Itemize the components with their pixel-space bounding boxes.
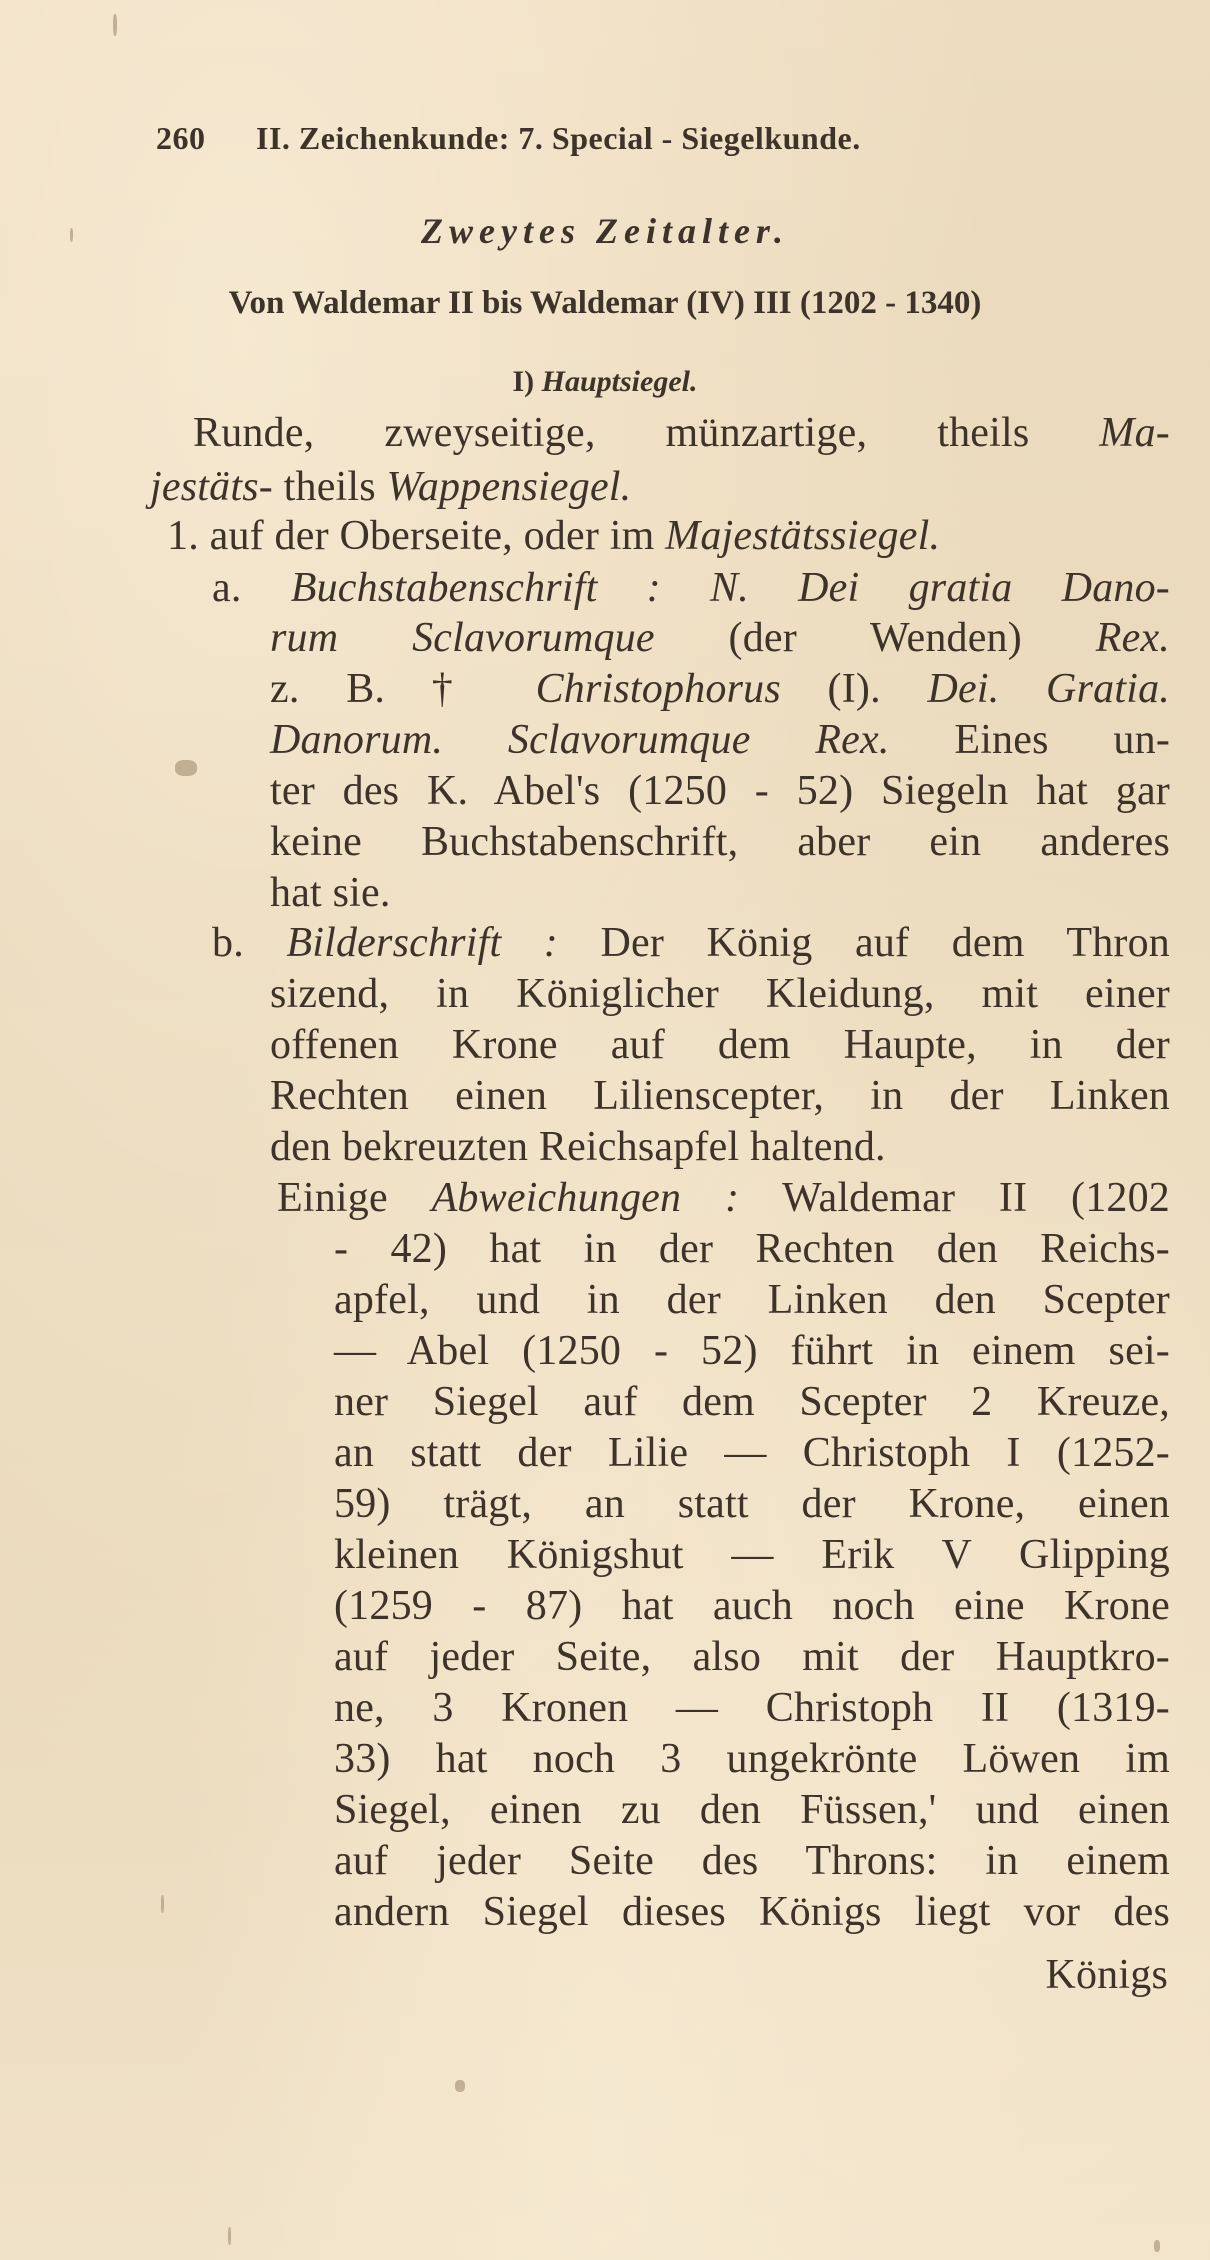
paper-speck xyxy=(175,760,197,776)
text-segment: ner Siegel auf dem Scepter 2 Kreuze, xyxy=(334,1379,1170,1425)
running-header xyxy=(156,120,861,157)
text-line xyxy=(270,1024,1170,1066)
subsection-number: I) xyxy=(512,365,535,398)
text-segment: andern Siegel dieses Königs liegt vor des xyxy=(334,1889,1170,1935)
text-line xyxy=(334,1636,1170,1678)
italic-segment: Abweichungen : xyxy=(431,1175,740,1221)
text-segment: — Abel (1250 - 52) führt in einem sei- xyxy=(334,1328,1170,1374)
text-line xyxy=(212,567,1170,609)
text-line xyxy=(334,1228,1170,1270)
catchword: Königs xyxy=(1045,1952,1168,1998)
text-line xyxy=(334,1585,1170,1627)
subsection-heading xyxy=(0,365,1210,399)
paper-speck xyxy=(228,2227,231,2245)
text-line xyxy=(270,973,1170,1015)
text-segment: apfel, und in der Linken den Scepter xyxy=(334,1277,1170,1323)
italic-segment: Dei. Gratia. xyxy=(927,666,1170,712)
text-segment: Rechten einen Lilienscepter, in der Linken xyxy=(270,1073,1170,1119)
text-segment: ne, 3 Kronen — Christoph II (1319- xyxy=(334,1685,1170,1731)
text-line xyxy=(334,1279,1170,1321)
italic-segment: Ma- xyxy=(1099,410,1170,456)
text-segment: an statt der Lilie — Christoph I (1252- xyxy=(334,1430,1170,1476)
text-line xyxy=(334,1381,1170,1423)
italic-segment: Buchstabenschrift : N. Dei gratia Dano- xyxy=(290,565,1170,611)
text-segment: z. B. † xyxy=(270,666,536,712)
text-segment: Einige xyxy=(277,1175,432,1221)
text-segment: - theils xyxy=(258,464,387,510)
paper-speck xyxy=(161,1895,164,1913)
text-segment: keine Buchstabenschrift, aber ein anderes xyxy=(270,819,1170,865)
text-line xyxy=(334,1891,1170,1933)
text-segment: Eines un- xyxy=(889,717,1170,763)
text-line xyxy=(334,1687,1170,1729)
text-line xyxy=(334,1534,1170,1576)
text-segment: 1. auf der Oberseite, oder im xyxy=(167,513,666,559)
text-segment: - 42) hat in der Rechten den Reichs- xyxy=(334,1226,1170,1272)
text-segment: Waldemar II (1202 xyxy=(739,1175,1170,1221)
text-segment: 33) hat noch 3 ungekrönte Löwen im xyxy=(334,1736,1170,1782)
text-segment: sizend, in Königlicher Kleidung, mit einer xyxy=(270,971,1170,1017)
text-line xyxy=(270,617,1170,659)
paper-speck xyxy=(113,14,117,36)
text-line xyxy=(277,1177,1170,1219)
italic-segment: Bilderschrift : xyxy=(286,920,558,966)
paper-speck xyxy=(1154,2240,1160,2252)
page-number: 260 xyxy=(156,120,206,156)
italic-segment: Wappensiegel. xyxy=(386,464,632,510)
italic-segment: rum Sclavorumque xyxy=(270,615,655,661)
text-line xyxy=(193,412,1170,454)
italic-segment: Rex. xyxy=(1095,615,1170,661)
text-line xyxy=(150,466,631,508)
text-line xyxy=(334,1789,1170,1831)
text-line xyxy=(270,1126,886,1168)
text-segment: (der Wenden) xyxy=(654,615,1096,661)
running-head-title: II. Zeichenkunde: 7. Special - Siegelkunde. xyxy=(256,120,861,156)
era-heading: Zweytes Zeitalter. xyxy=(421,211,789,251)
text-line xyxy=(334,1738,1170,1780)
text-segment: auf jeder Seite des Throns: in einem xyxy=(334,1838,1170,1884)
paper-speck xyxy=(70,228,73,242)
text-segment: (I). xyxy=(780,666,928,712)
text-segment: hat sie. xyxy=(270,870,391,916)
text-segment: offenen Krone auf dem Haupte, in der xyxy=(270,1022,1170,1068)
text-line xyxy=(334,1483,1170,1525)
paper-speck xyxy=(455,2080,465,2092)
text-line xyxy=(167,515,940,557)
text-line xyxy=(270,1075,1170,1117)
text-line xyxy=(270,821,1170,863)
text-segment: den bekreuzten Reichsapfel haltend. xyxy=(270,1124,886,1170)
section-range-heading: Von Waldemar II bis Waldemar (IV) III (1202 - 1340) xyxy=(228,285,982,321)
text-segment: Der König auf dem Thron xyxy=(557,920,1170,966)
text-segment: (1259 - 87) hat auch noch eine Krone xyxy=(334,1583,1170,1629)
text-segment: kleinen Königshut — Erik V Glipping xyxy=(334,1532,1170,1578)
text-segment: a. xyxy=(212,565,291,611)
text-segment: Siegel, einen zu den Füssen,' und einen xyxy=(334,1787,1170,1833)
italic-segment: Majestätssiegel. xyxy=(665,513,941,559)
text-line xyxy=(270,770,1170,812)
text-line xyxy=(334,1432,1170,1474)
text-line xyxy=(270,872,391,914)
text-segment: auf jeder Seite, also mit der Hauptkro- xyxy=(334,1634,1170,1680)
text-segment: ter des K. Abel's (1250 - 52) Siegeln hat gar xyxy=(270,768,1170,814)
text-segment: b. xyxy=(212,920,287,966)
text-line xyxy=(212,922,1170,964)
subsection-title: Hauptsiegel. xyxy=(541,365,698,398)
italic-segment: jestäts xyxy=(150,464,259,510)
text-segment: 59) trägt, an statt der Krone, einen xyxy=(334,1481,1170,1527)
text-segment: Runde, zweyseitige, münzartige, theils xyxy=(193,410,1100,456)
text-line xyxy=(334,1330,1170,1372)
italic-segment: Christophorus xyxy=(535,666,781,712)
italic-segment: Danorum. Sclavorumque Rex. xyxy=(270,717,890,763)
text-line xyxy=(270,668,1170,710)
text-line xyxy=(270,719,1170,761)
text-line xyxy=(334,1840,1170,1882)
